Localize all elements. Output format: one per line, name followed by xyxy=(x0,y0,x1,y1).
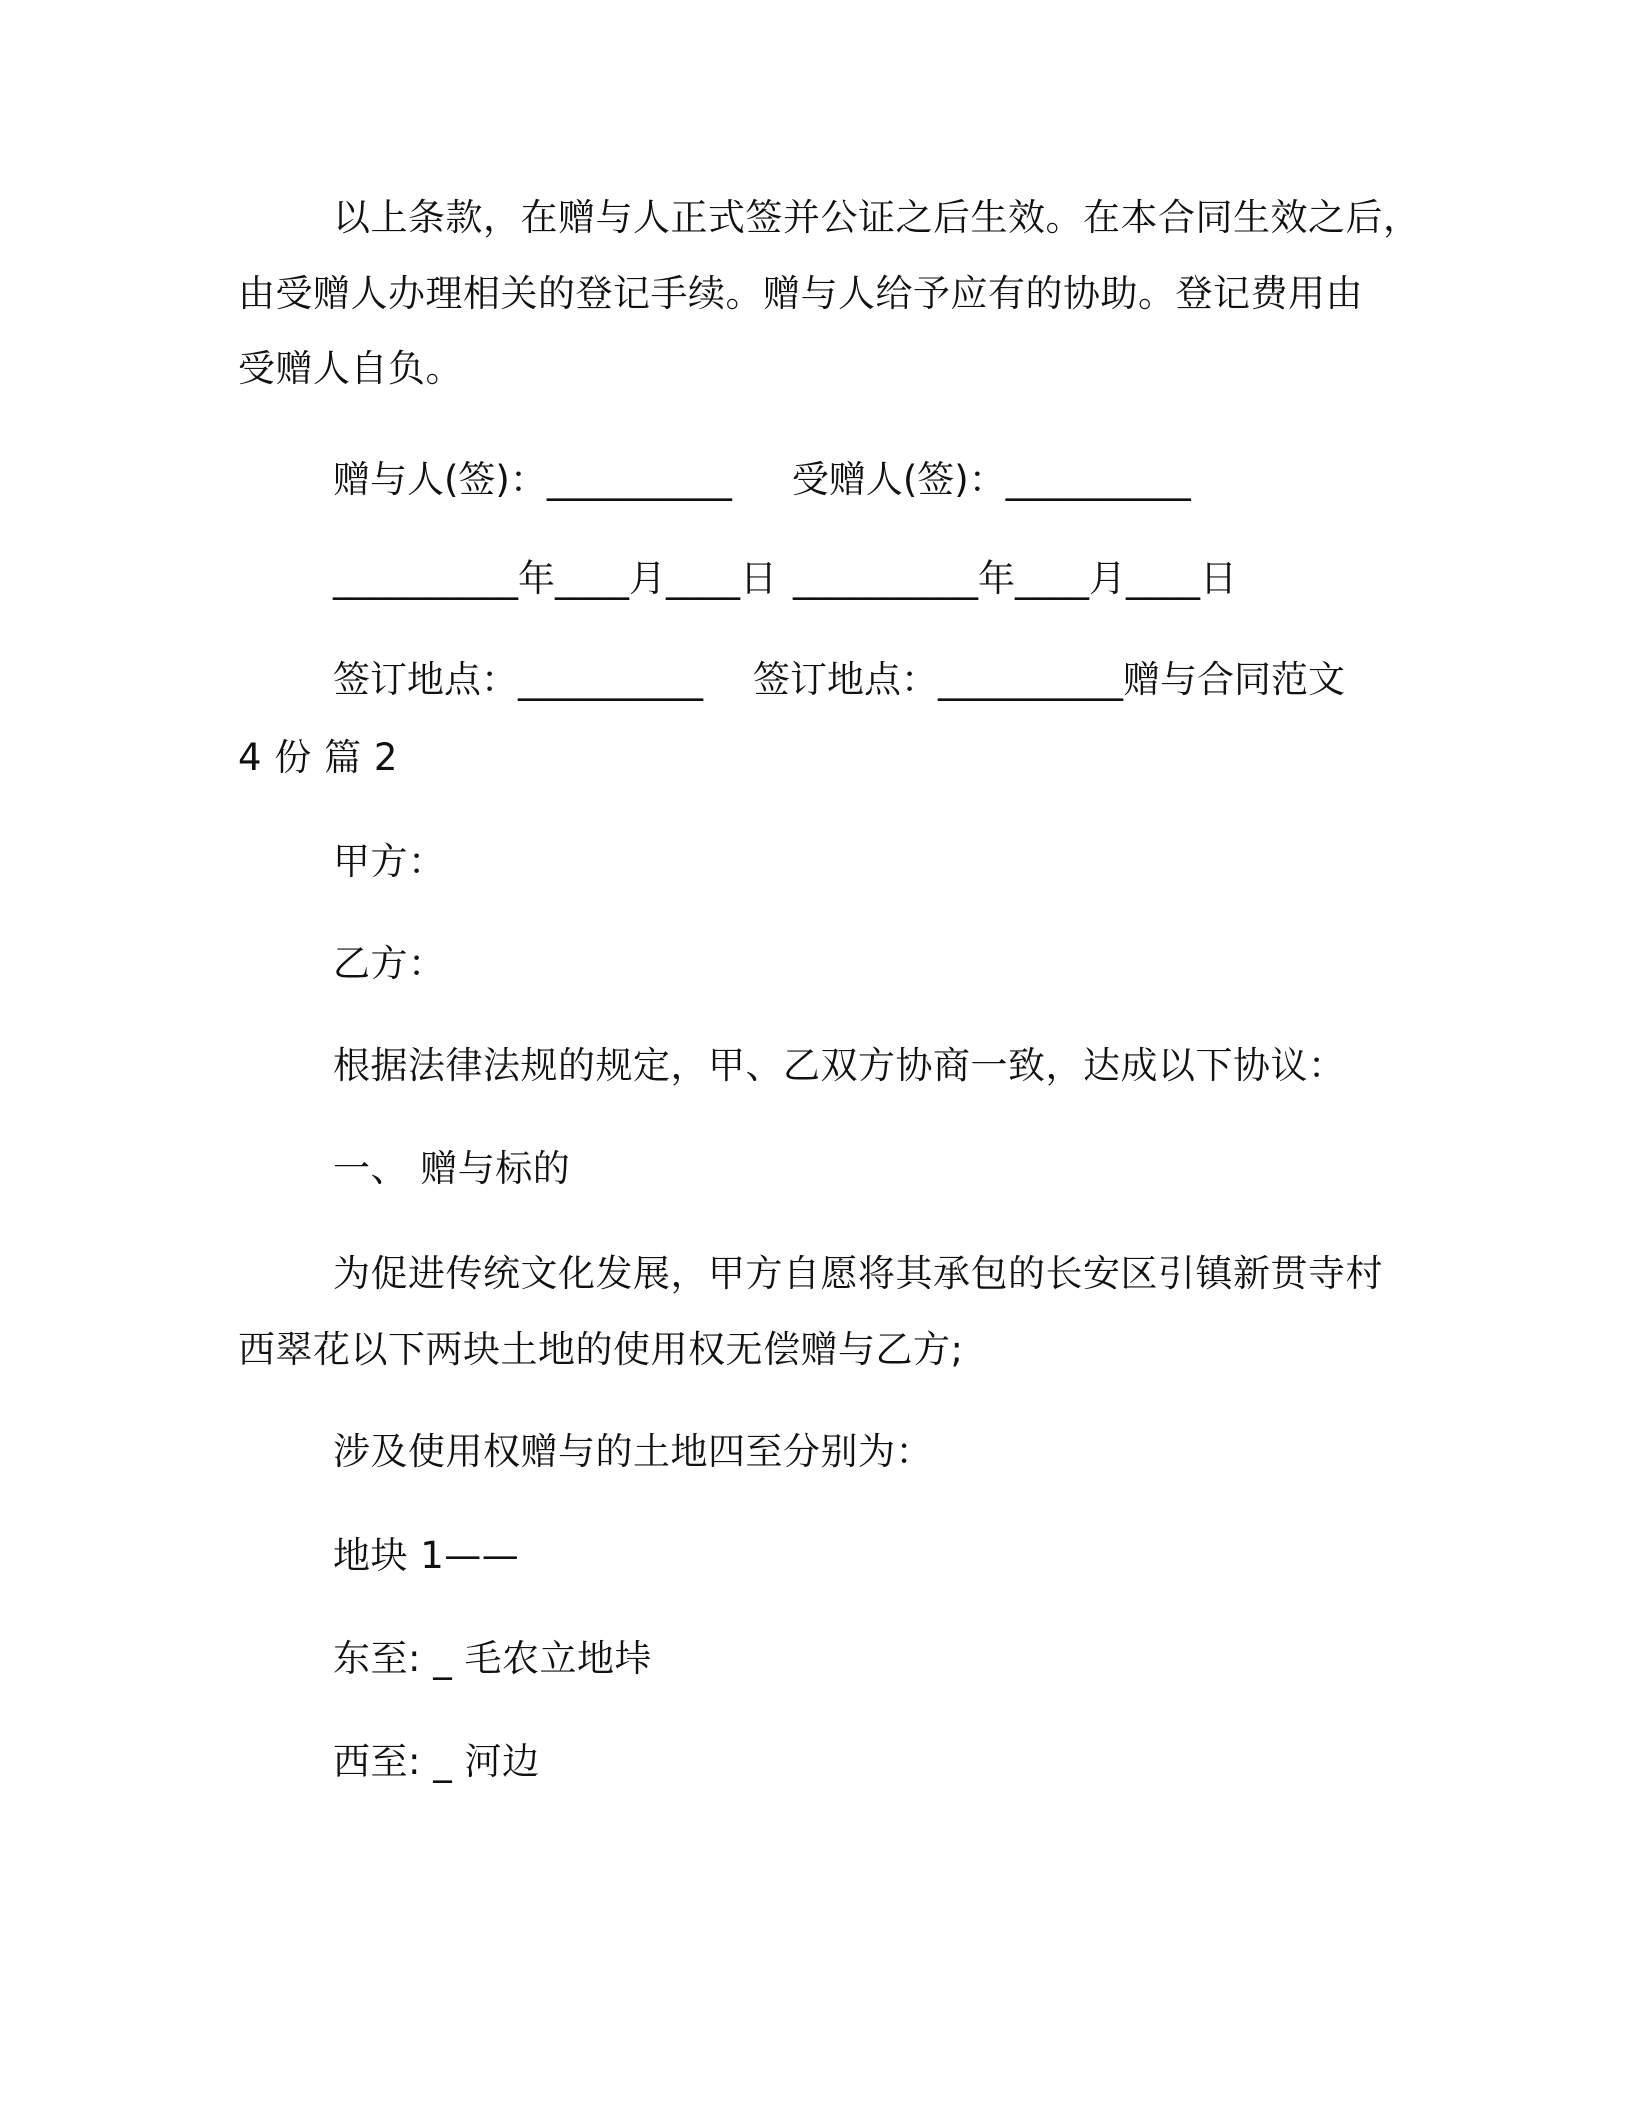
para1-line3: 受赠人自负。 xyxy=(238,347,463,390)
boundaries-intro: 涉及使用权赠与的土地四至分别为： xyxy=(333,1430,933,1473)
next-contract-title-cont: 4 份 篇 2 xyxy=(238,736,398,779)
section1-para-line2: 西翠花以下两块土地的使用权无偿赠与乙方; xyxy=(238,1328,964,1371)
next-contract-title: 赠与合同范文 xyxy=(1123,658,1345,701)
plot1-label: 地块 1—— xyxy=(333,1534,520,1577)
agreement-intro: 根据法律法规的规定，甲、乙双方协商一致，达成以下协议： xyxy=(333,1044,1346,1087)
section1-title: 一、 赠与标的 xyxy=(333,1147,571,1190)
place-row xyxy=(333,656,1345,704)
date-row xyxy=(333,555,1237,603)
party-a: 甲方： xyxy=(333,840,446,883)
donor-sign-blank: __________ xyxy=(546,458,732,501)
donor-place-label: 签订地点： xyxy=(333,658,518,701)
donor-date: __________年____月____日 xyxy=(333,557,777,600)
donee-place-label: 签订地点： xyxy=(753,658,938,701)
donee-sign-blank: __________ xyxy=(1005,458,1191,501)
donor-place-blank: __________ xyxy=(518,658,703,701)
donee-place-blank: __________ xyxy=(938,658,1123,701)
donee-date: __________年____月____日 xyxy=(793,557,1237,600)
signature-row xyxy=(333,456,1191,504)
section1-para-line1: 为促进传统文化发展，甲方自愿将其承包的长安区引镇新贯寺村 xyxy=(333,1252,1383,1295)
donor-sign-label: 赠与人(签)： xyxy=(333,458,547,501)
para1-line2: 由受赠人办理相关的登记手续。赠与人给予应有的协助。登记费用由 xyxy=(238,272,1363,315)
para1-line1: 以上条款，在赠与人正式签并公证之后生效。在本合同生效之后， xyxy=(333,196,1421,239)
party-b: 乙方： xyxy=(333,942,446,985)
west-boundary: 西至: _ 河边 xyxy=(333,1740,540,1783)
east-boundary: 东至: _ 毛农立地垰 xyxy=(333,1637,652,1680)
donee-sign-label: 受赠人(签)： xyxy=(791,458,1006,501)
